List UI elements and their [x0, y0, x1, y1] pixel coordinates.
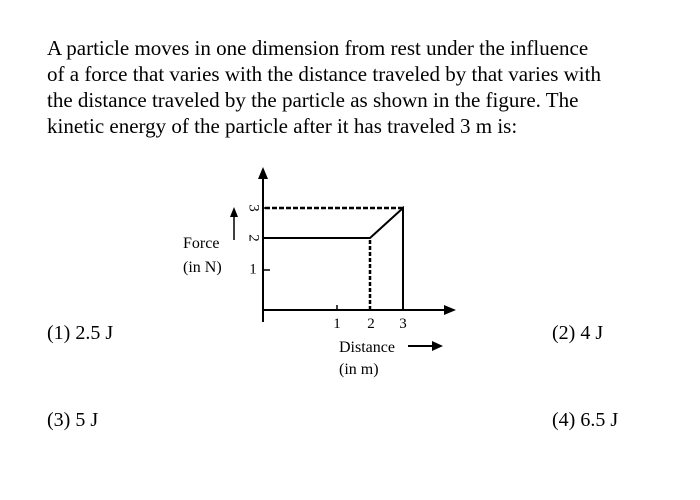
x-tick-label: 2: [367, 316, 375, 332]
y-tick-label: 1: [249, 261, 257, 278]
y-tick-label: 2: [245, 234, 262, 242]
question-line: of a force that varies with the distance traveled by that varies with: [47, 62, 601, 86]
x-axis-arrowhead: [444, 305, 456, 315]
force-curve: [263, 208, 403, 310]
y-axis-label: Force: [183, 235, 220, 252]
option-1[interactable]: (1) 2.5 J: [47, 322, 114, 344]
x-axis-unit-label: (in m): [339, 361, 379, 378]
x-tick-label: 3: [399, 316, 407, 332]
x-tick-label: 1: [333, 316, 341, 332]
y-axis-arrowhead: [258, 167, 268, 179]
question-line: the distance traveled by the particle as shown in the figure. The: [47, 88, 579, 112]
option-2[interactable]: (2) 4 J: [552, 322, 604, 344]
y-tick-label: 3: [245, 204, 262, 212]
y-axis-unit-label: (in N): [183, 259, 222, 276]
option-4[interactable]: (4) 6.5 J: [552, 409, 619, 431]
x-axis-label: Distance: [339, 339, 395, 356]
question-line: A particle moves in one dimension from rest under the influence: [47, 36, 589, 60]
distance-arrowhead-icon: [432, 341, 443, 351]
question-line: kinetic energy of the particle after it has traveled 3 m is:: [47, 114, 518, 138]
force-arrowhead-icon: [230, 207, 238, 217]
option-3[interactable]: (3) 5 J: [47, 409, 99, 431]
